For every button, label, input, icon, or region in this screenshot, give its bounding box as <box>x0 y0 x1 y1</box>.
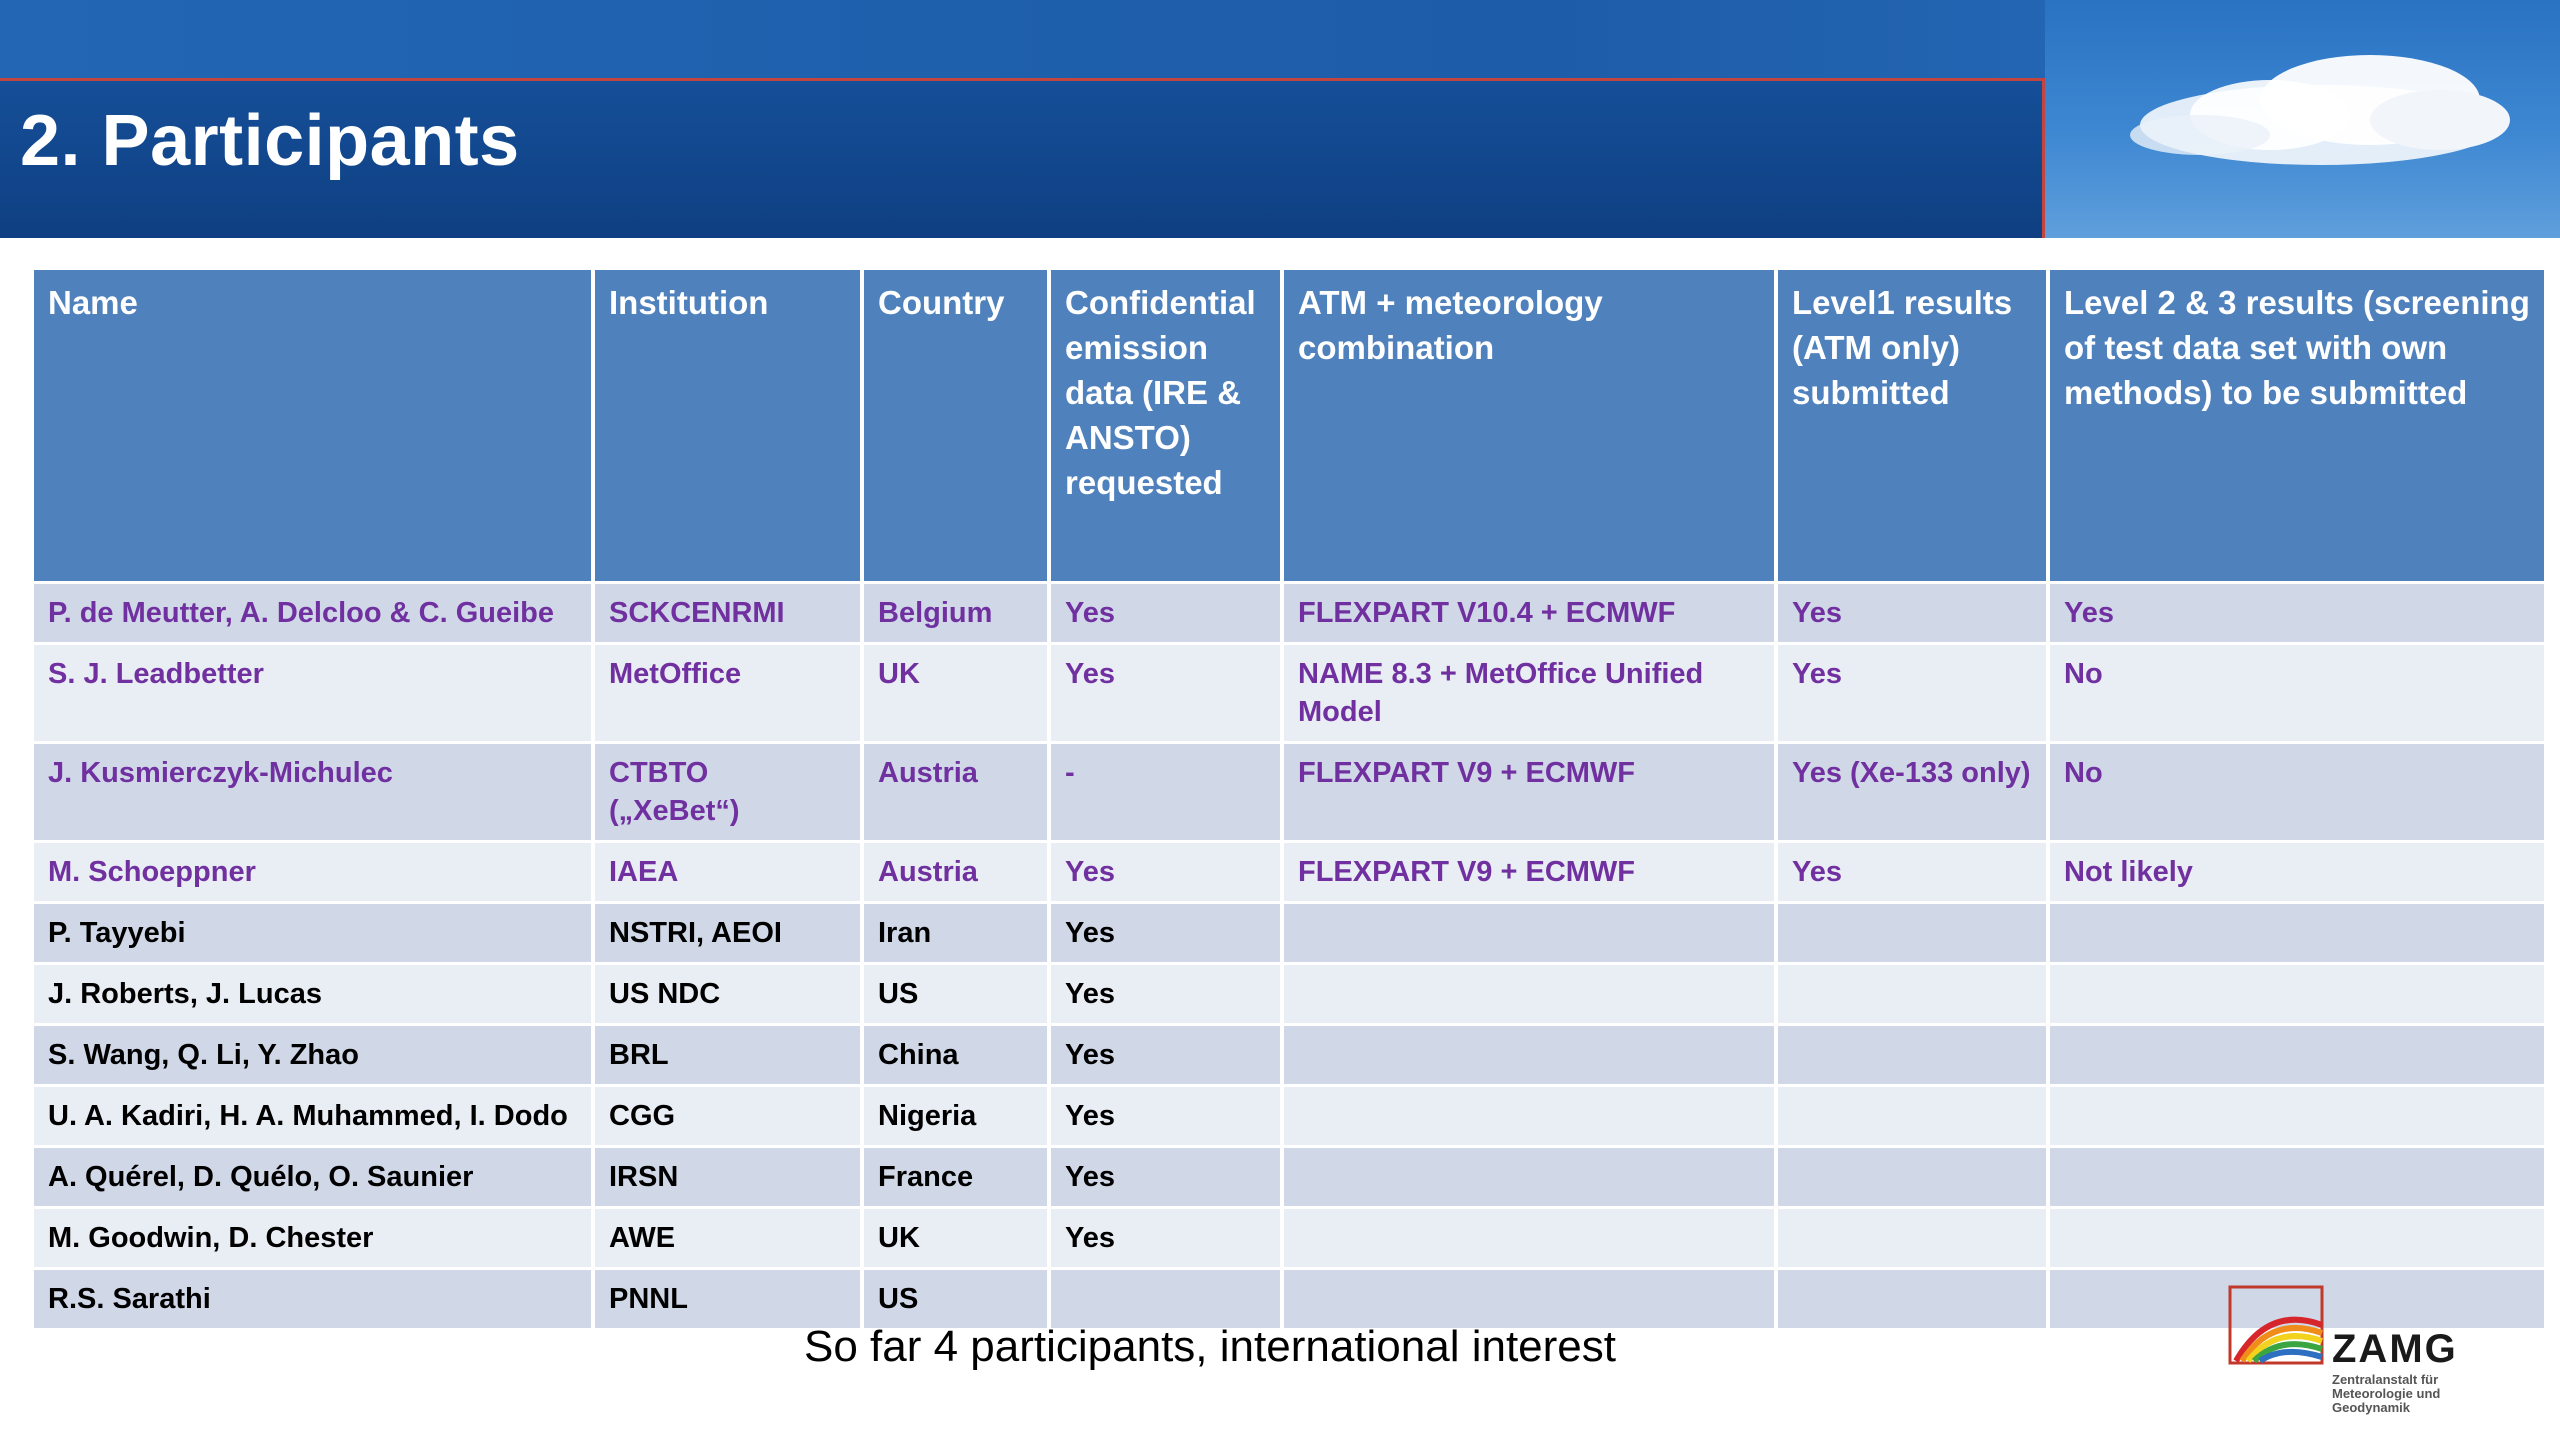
cell-institution: PNNL <box>593 1268 862 1329</box>
cell-confidential: Yes <box>1049 1146 1282 1207</box>
cell-atm <box>1282 902 1776 963</box>
cell-name: M. Schoeppner <box>32 841 593 902</box>
header-confidential-emission-data: Confidential emission data (IRE & ANSTO) requested <box>1049 270 1282 582</box>
cell-level1: Yes <box>1776 582 2048 643</box>
cell-institution: US NDC <box>593 963 862 1024</box>
cell-name: S. J. Leadbetter <box>32 643 593 742</box>
cell-confidential: Yes <box>1049 643 1282 742</box>
rainbow-logo-icon <box>2228 1285 2324 1365</box>
cell-country: France <box>862 1146 1049 1207</box>
cell-country: China <box>862 1024 1049 1085</box>
cell-name: M. Goodwin, D. Chester <box>32 1207 593 1268</box>
cell-level1 <box>1776 1146 2048 1207</box>
cell-level23 <box>2048 1146 2546 1207</box>
header-sky-panel <box>2045 0 2560 238</box>
cell-atm <box>1282 1024 1776 1085</box>
cell-institution: IAEA <box>593 841 862 902</box>
participants-table <box>30 270 2548 1331</box>
cell-institution: CTBTO („XeBet“) <box>593 742 862 841</box>
cell-level1 <box>1776 1268 2048 1329</box>
table-row <box>32 742 2546 841</box>
cell-name: J. Roberts, J. Lucas <box>32 963 593 1024</box>
zamg-logo <box>2228 1285 2498 1415</box>
cell-atm <box>1282 963 1776 1024</box>
table-row <box>32 1024 2546 1085</box>
cell-country: Austria <box>862 841 1049 902</box>
cell-country: Iran <box>862 902 1049 963</box>
cell-level23: Yes <box>2048 582 2546 643</box>
cell-atm: FLEXPART V9 + ECMWF <box>1282 742 1776 841</box>
cell-confidential: Yes <box>1049 841 1282 902</box>
cell-level23: Not likely <box>2048 841 2546 902</box>
cell-level1: Yes <box>1776 643 2048 742</box>
cell-country: UK <box>862 643 1049 742</box>
cell-name: R.S. Sarathi <box>32 1268 593 1329</box>
cell-confidential: Yes <box>1049 902 1282 963</box>
cell-country: US <box>862 963 1049 1024</box>
table-row <box>32 1207 2546 1268</box>
cell-level1: Yes (Xe-133 only) <box>1776 742 2048 841</box>
table-row <box>32 902 2546 963</box>
cell-institution: AWE <box>593 1207 862 1268</box>
cell-atm: FLEXPART V9 + ECMWF <box>1282 841 1776 902</box>
cell-level23 <box>2048 1207 2546 1268</box>
cell-country: Belgium <box>862 582 1049 643</box>
cell-institution: SCKCENRMI <box>593 582 862 643</box>
cell-atm <box>1282 1207 1776 1268</box>
header-institution: Institution <box>593 270 862 582</box>
cell-atm <box>1282 1268 1776 1329</box>
footer-note: So far 4 participants, international interest <box>803 1322 1616 1371</box>
cell-country: Nigeria <box>862 1085 1049 1146</box>
cell-level23 <box>2048 1085 2546 1146</box>
cell-institution: CGG <box>593 1085 862 1146</box>
cell-name: J. Kusmierczyk-Michulec <box>32 742 593 841</box>
cell-confidential: - <box>1049 742 1282 841</box>
cell-name: A. Quérel, D. Quélo, O. Saunier <box>32 1146 593 1207</box>
cell-level1 <box>1776 963 2048 1024</box>
header-country: Country <box>862 270 1049 582</box>
cell-confidential: Yes <box>1049 963 1282 1024</box>
cell-institution: IRSN <box>593 1146 862 1207</box>
cell-country: UK <box>862 1207 1049 1268</box>
cell-level1 <box>1776 1207 2048 1268</box>
cell-institution: NSTRI, AEOI <box>593 902 862 963</box>
cell-name: U. A. Kadiri, H. A. Muhammed, I. Dodo <box>32 1085 593 1146</box>
cell-institution: MetOffice <box>593 643 862 742</box>
logo-subtitle: Zentralanstalt für Meteorologie und Geodynamik <box>2332 1372 2441 1415</box>
cell-institution: BRL <box>593 1024 862 1085</box>
cell-level23: No <box>2048 643 2546 742</box>
table-row <box>32 1146 2546 1207</box>
table-row <box>32 1085 2546 1146</box>
table-row <box>32 841 2546 902</box>
page-title: 2. Participants <box>20 101 520 181</box>
cell-country: US <box>862 1268 1049 1329</box>
slide-header <box>0 0 2560 238</box>
cell-level23: No <box>2048 742 2546 841</box>
table-row <box>32 963 2546 1024</box>
table-row <box>32 643 2546 742</box>
logo-name: ZAMG <box>2332 1327 2458 1371</box>
cell-level1: Yes <box>1776 841 2048 902</box>
cell-level23 <box>2048 902 2546 963</box>
cell-atm <box>1282 1085 1776 1146</box>
cell-confidential <box>1049 1268 1282 1329</box>
cell-level1 <box>1776 1085 2048 1146</box>
cell-level23 <box>2048 1024 2546 1085</box>
header-level1-results: Level1 results (ATM only) submitted <box>1776 270 2048 582</box>
header-level23-results: Level 2 & 3 results (screening of test data set with own methods) to be submitted <box>2048 270 2546 582</box>
cloud-image <box>2110 40 2530 190</box>
cell-country: Austria <box>862 742 1049 841</box>
cell-confidential: Yes <box>1049 1024 1282 1085</box>
cell-atm: FLEXPART V10.4 + ECMWF <box>1282 582 1776 643</box>
cell-atm: NAME 8.3 + MetOffice Unified Model <box>1282 643 1776 742</box>
cell-confidential: Yes <box>1049 582 1282 643</box>
header-name: Name <box>32 270 593 582</box>
cell-name: P. de Meutter, A. Delcloo & C. Gueibe <box>32 582 593 643</box>
table-row <box>32 582 2546 643</box>
cell-confidential: Yes <box>1049 1207 1282 1268</box>
cell-level23 <box>2048 963 2546 1024</box>
header-atm-meteorology: ATM + meteorology combination <box>1282 270 1776 582</box>
cell-level1 <box>1776 902 2048 963</box>
cell-name: P. Tayyebi <box>32 902 593 963</box>
cell-name: S. Wang, Q. Li, Y. Zhao <box>32 1024 593 1085</box>
table-row <box>32 1268 2546 1329</box>
cell-level1 <box>1776 1024 2048 1085</box>
table-header-row <box>32 270 2546 582</box>
cell-atm <box>1282 1146 1776 1207</box>
cell-confidential: Yes <box>1049 1085 1282 1146</box>
